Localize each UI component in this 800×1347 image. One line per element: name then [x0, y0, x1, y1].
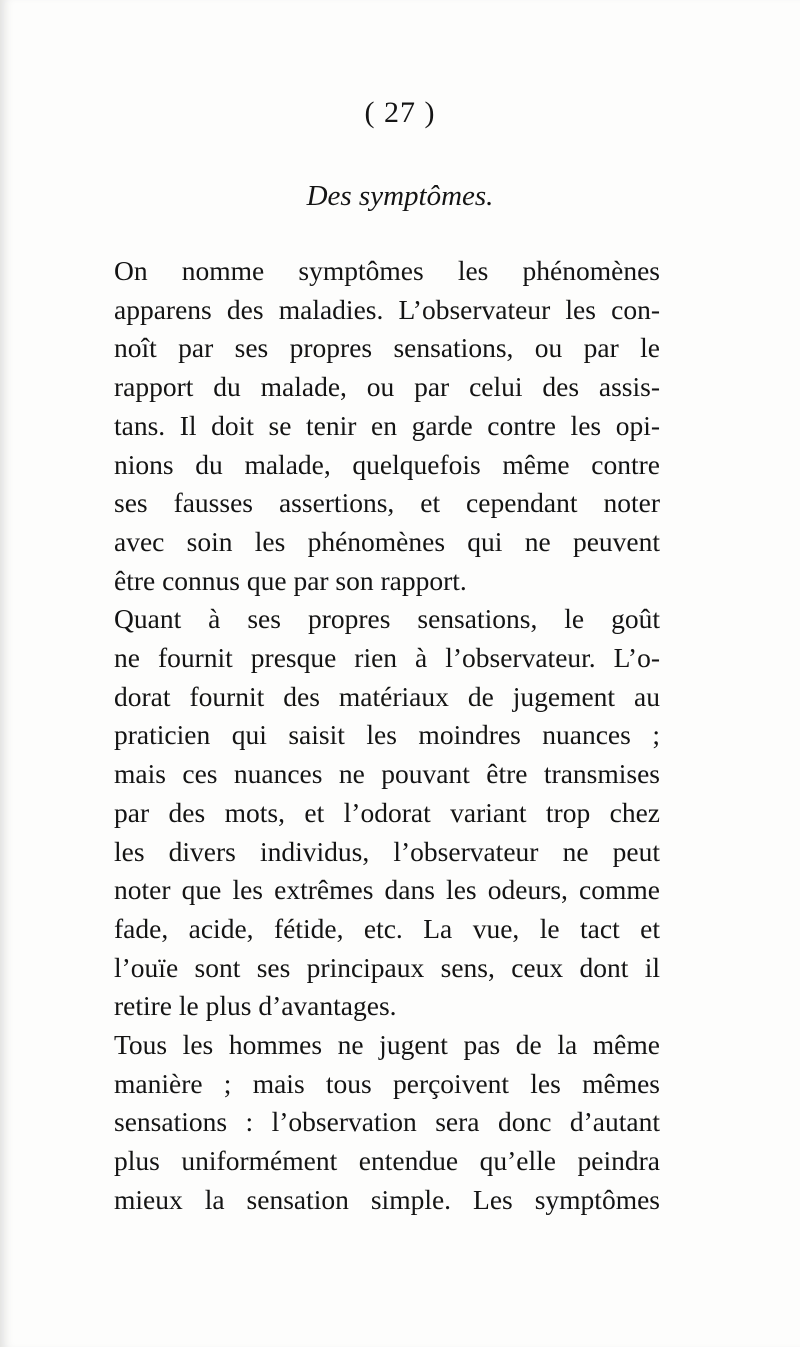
section-heading: Des symptômes.	[306, 180, 494, 212]
text-line: retire le plus d’avantages.	[114, 990, 397, 1022]
page-number: ( 27 )	[364, 96, 436, 129]
paragraph-3	[114, 1026, 660, 1220]
text-line: plus uniformément entendue qu’elle peindra	[114, 1145, 660, 1177]
text-line: fade, acide, fétide, etc. La vue, le tact et	[114, 912, 660, 944]
text-line: tans. Il doit se tenir en garde contre les opi-	[114, 409, 660, 441]
text-line: mais ces nuances ne pouvant être transmises	[114, 758, 660, 790]
text-line: apparens des maladies. L’observateur les con-	[114, 293, 660, 325]
body-text	[114, 252, 660, 1220]
text-line: nions du malade, quelquefois même contre	[114, 448, 660, 480]
text-line: noter que les extrêmes dans les odeurs, comme	[114, 874, 660, 906]
paragraph-2	[114, 600, 660, 1026]
text-line: ne fournit presque rien à l’observateur. L’o-	[114, 642, 660, 674]
text-line: On nomme symptômes les phénomènes	[114, 255, 660, 286]
text-line: avec soin les phénomènes qui ne peuvent	[114, 525, 660, 557]
text-line: par des mots, et l’odorat variant trop chez	[114, 796, 660, 828]
text-line: mieux la sensation simple. Les symptômes	[114, 1183, 660, 1215]
text-line: sensations : l’observation sera donc d’autant	[114, 1106, 660, 1138]
text-line: praticien qui saisit les moindres nuances ;	[114, 719, 660, 751]
text-line: Tous les hommes ne jugent pas de la même	[114, 1029, 660, 1061]
text-line: rapport du malade, ou par celui des assis-	[114, 371, 660, 403]
text-line: noît par ses propres sensations, ou par le	[114, 332, 660, 364]
text-line: l’ouïe sont ses principaux sens, ceux dont il	[114, 951, 660, 983]
text-line: manière ; mais tous perçoivent les mêmes	[114, 1067, 660, 1099]
text-line: être connus que par son rapport.	[114, 564, 467, 596]
text-line: dorat fournit des matériaux de jugement au	[114, 680, 660, 712]
text-line: ses fausses assertions, et cependant noter	[114, 487, 660, 519]
text-line: Quant à ses propres sensations, le goût	[114, 603, 660, 635]
paragraph-1	[114, 252, 660, 600]
text-line: les divers individus, l’observateur ne peut	[114, 835, 660, 867]
